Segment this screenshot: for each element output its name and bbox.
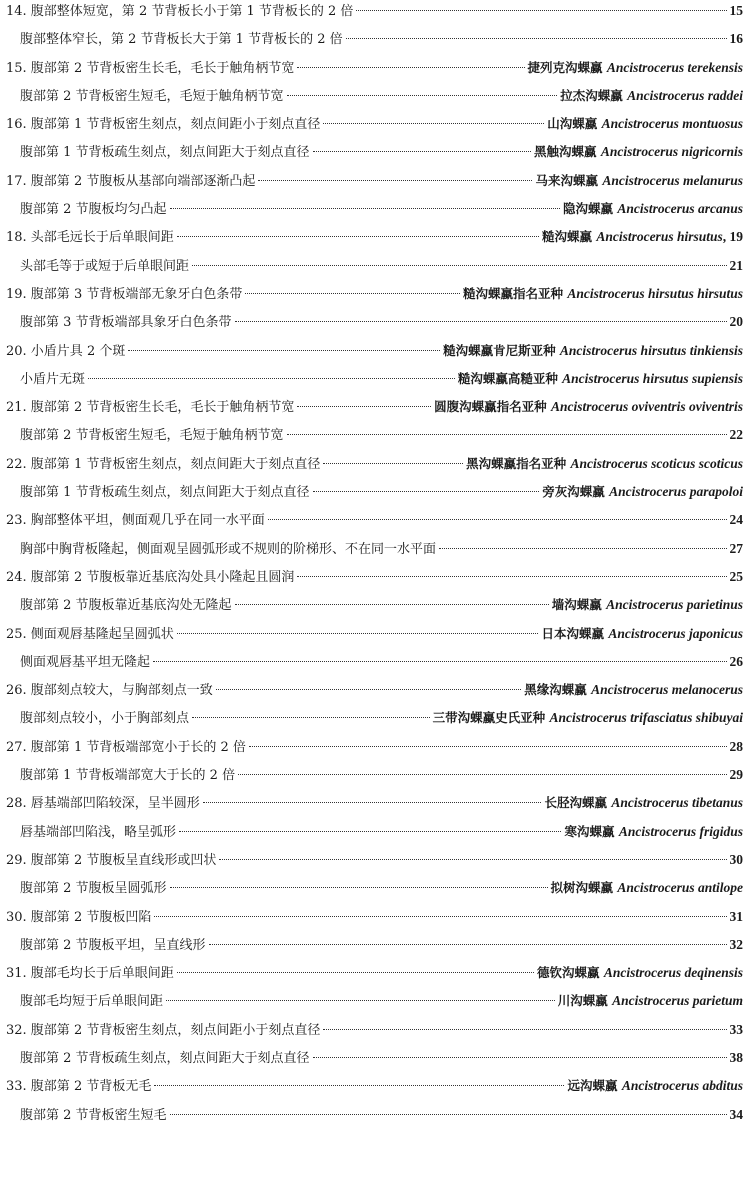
key-couplet-alternative xyxy=(6,651,743,679)
key-couplet-alternative xyxy=(6,594,743,622)
key-couplet xyxy=(6,509,743,537)
scientific-name: Ancistrocerus raddei xyxy=(627,87,743,103)
couplet-character: 16. 腹部第 1 节背板密生刻点，刻点间距小于刻点直径 xyxy=(6,117,321,133)
dot-leader xyxy=(287,95,558,96)
next-couplet-number: 30 xyxy=(729,851,743,867)
couplet-result xyxy=(564,822,743,840)
key-couplet xyxy=(6,113,743,141)
couplet-result xyxy=(535,171,743,189)
next-couplet-number: 26 xyxy=(729,653,743,669)
dot-leader xyxy=(258,180,532,181)
couplet-character: 腹部第 1 节背板疏生刻点，刻点间距大于刻点直径 xyxy=(20,485,310,501)
dot-leader xyxy=(153,661,726,662)
couplet-character: 腹部第 1 节背板疏生刻点，刻点间距大于刻点直径 xyxy=(20,145,310,161)
key-couplet-alternative xyxy=(6,821,743,849)
scientific-name: Ancistrocerus scoticus scoticus xyxy=(570,455,743,471)
key-couplet-alternative xyxy=(6,141,743,169)
couplet-character: 21. 腹部第 2 节背板密生长毛，毛长于触角柄节宽 xyxy=(6,400,295,416)
chinese-name: 黑触沟蜾蠃 xyxy=(533,144,601,160)
key-couplet-alternative xyxy=(6,368,743,396)
couplet-result xyxy=(730,3,744,19)
key-couplet xyxy=(6,0,743,28)
couplet-result xyxy=(730,767,744,783)
couplet-character: 33. 腹部第 2 节背板无毛 xyxy=(6,1079,152,1095)
couplet-character: 27. 腹部第 1 节背板端部宽小于长的 2 倍 xyxy=(6,739,246,755)
couplet-character: 腹部第 2 节腹板平坦，呈直线形 xyxy=(20,937,206,953)
key-couplet-alternative xyxy=(6,934,743,962)
couplet-result xyxy=(730,1022,744,1038)
key-couplet-alternative xyxy=(6,424,743,452)
couplet-character: 腹部第 2 节腹板呈圆弧形 xyxy=(20,881,167,897)
dot-leader xyxy=(177,972,534,973)
couplet-result xyxy=(443,341,743,359)
next-couplet-number: 31 xyxy=(729,908,743,924)
key-couplet-alternative xyxy=(6,990,743,1018)
couplet-character: 头部毛等于或短于后单眼间距 xyxy=(20,258,190,274)
key-couplet-alternative xyxy=(6,198,743,226)
couplet-result xyxy=(730,739,744,755)
dot-leader xyxy=(170,887,548,888)
chinese-name: 糙沟蜾蠃高糙亚种 xyxy=(457,370,563,386)
couplet-character: 腹部第 2 节腹板靠近基底沟处无隆起 xyxy=(20,598,232,614)
key-couplet xyxy=(6,226,743,254)
dot-leader xyxy=(297,406,431,407)
couplet-character: 14. 腹部整体短宽，第 2 节背板长小于第 1 节背板长的 2 倍 xyxy=(6,4,354,19)
key-couplet xyxy=(6,283,743,311)
couplet-character: 30. 腹部第 2 节腹板凹陷 xyxy=(6,909,152,925)
dot-leader xyxy=(313,491,540,492)
scientific-name: Ancistrocerus abditus xyxy=(621,1078,743,1094)
key-couplet-alternative xyxy=(6,877,743,905)
couplet-result xyxy=(552,595,743,613)
couplet-result xyxy=(434,397,743,415)
couplet-character: 26. 腹部刻点较大，与胸部刻点一致 xyxy=(6,683,213,699)
dot-leader xyxy=(219,859,726,860)
next-couplet-number: 25 xyxy=(729,568,743,584)
key-couplet-alternative xyxy=(6,85,743,113)
key-couplet xyxy=(6,849,743,877)
key-couplet xyxy=(6,623,743,651)
couplet-result xyxy=(563,199,743,217)
couplet-character: 腹部刻点较小，小于胸部刻点 xyxy=(20,711,190,727)
scientific-name: Ancistrocerus oviventris oviventris xyxy=(551,399,743,415)
key-couplet xyxy=(6,1019,743,1047)
scientific-name: Ancistrocerus hirsutus supiensis xyxy=(562,370,743,386)
scientific-name: Ancistrocerus frigidus xyxy=(618,823,743,839)
scientific-name: Ancistrocerus hirsutus hirsutus xyxy=(567,285,743,301)
dot-leader xyxy=(297,576,726,577)
chinese-name: 寒沟蜾蠃 xyxy=(564,823,619,839)
couplet-character: 侧面观唇基平坦无隆起 xyxy=(20,654,151,670)
couplet-result xyxy=(547,114,743,132)
next-couplet-number: 15 xyxy=(729,3,743,18)
dot-leader xyxy=(216,689,521,690)
couplet-character: 腹部第 2 节背板密生短毛，毛短于触角柄节宽 xyxy=(20,428,284,444)
dot-leader xyxy=(249,746,727,747)
dot-leader xyxy=(346,38,727,39)
couplet-result xyxy=(730,852,744,868)
key-couplet xyxy=(6,566,743,594)
key-couplet xyxy=(6,396,743,424)
key-couplet-alternative xyxy=(6,707,743,735)
couplet-result xyxy=(463,284,743,302)
couplet-result xyxy=(730,1107,744,1123)
chinese-name: 捷列克沟蜾蠃 xyxy=(527,59,607,75)
key-couplet xyxy=(6,679,743,707)
next-couplet-number: 27 xyxy=(729,540,743,556)
dot-leader xyxy=(323,123,544,124)
key-couplet xyxy=(6,57,743,85)
couplet-character: 23. 胸部整体平坦，侧面观几乎在同一水平面 xyxy=(6,513,265,529)
dot-leader xyxy=(128,350,440,351)
couplet-result xyxy=(730,1050,744,1066)
key-couplet xyxy=(6,1075,743,1103)
couplet-character: 29. 腹部第 2 节腹板呈直线形或凹状 xyxy=(6,852,217,868)
dot-leader xyxy=(313,1057,727,1058)
chinese-name: 糙沟蜾蠃肯尼斯亚种 xyxy=(443,342,560,358)
key-couplet-alternative xyxy=(6,28,743,56)
chinese-name: 马来沟蜾蠃 xyxy=(535,172,603,188)
chinese-name: 圆腹沟蜾蠃指名亚种 xyxy=(434,399,551,415)
dot-leader xyxy=(297,67,524,68)
couplet-character: 25. 侧面观唇基隆起呈圆弧状 xyxy=(6,626,174,642)
couplet-character: 腹部第 2 节背板密生短毛，毛短于触角柄节宽 xyxy=(20,88,284,104)
scientific-name: Ancistrocerus arcanus xyxy=(617,201,743,217)
key-couplet xyxy=(6,962,743,990)
scientific-name: Ancistrocerus parietum xyxy=(612,993,743,1009)
couplet-character: 24. 腹部第 2 节腹板靠近基底沟处具小隆起且圆润 xyxy=(6,569,295,585)
couplet-result xyxy=(541,624,743,642)
couplet-character: 17. 腹部第 2 节腹板从基部向端部逐渐凸起 xyxy=(6,173,256,189)
couplet-result xyxy=(730,654,744,670)
couplet-character: 腹部第 3 节背板端部具象牙白色条带 xyxy=(20,315,232,331)
chinese-name: 山沟蜾蠃 xyxy=(547,116,602,132)
couplet-result xyxy=(730,937,744,953)
chinese-name: 日本沟蜾蠃 xyxy=(541,625,609,641)
chinese-name: 远沟蜾蠃 xyxy=(567,1078,622,1094)
couplet-character: 20. 小盾片具 2 个斑 xyxy=(6,343,126,359)
scientific-name: Ancistrocerus trifasciatus shibuyai xyxy=(549,710,743,726)
chinese-name: 黑缘沟蜾蠃 xyxy=(524,682,592,698)
dot-leader xyxy=(192,717,430,718)
chinese-name: 墙沟蜾蠃 xyxy=(551,597,607,613)
couplet-result xyxy=(730,569,744,585)
couplet-character: 小盾片无斑 xyxy=(20,371,86,387)
dot-leader xyxy=(154,916,726,917)
key-couplet xyxy=(6,340,743,368)
couplet-result xyxy=(730,31,744,47)
next-couplet-number: 33 xyxy=(729,1021,743,1037)
next-couplet-number: 24 xyxy=(729,512,743,528)
dot-leader xyxy=(323,463,463,464)
next-couplet-number: , 19 xyxy=(722,229,743,245)
dot-leader xyxy=(323,1029,726,1030)
dot-leader xyxy=(209,944,727,945)
next-couplet-number: 28 xyxy=(729,738,743,754)
dot-leader xyxy=(170,208,560,209)
chinese-name: 川沟蜾蠃 xyxy=(557,993,613,1009)
next-couplet-number: 16 xyxy=(729,31,743,47)
key-couplet-alternative xyxy=(6,1104,743,1132)
couplet-result xyxy=(730,258,744,274)
dot-leader xyxy=(177,633,539,634)
couplet-result xyxy=(433,708,743,726)
key-couplet xyxy=(6,906,743,934)
dot-leader xyxy=(170,1114,727,1115)
dot-leader xyxy=(166,1000,555,1001)
couplet-result xyxy=(528,58,744,76)
couplet-character: 28. 唇基端部凹陷较深，呈半圆形 xyxy=(6,796,200,812)
chinese-name: 长胫沟蜾蠃 xyxy=(544,795,612,811)
dot-leader xyxy=(439,548,726,549)
couplet-character: 腹部第 2 节腹板均匀凸起 xyxy=(20,202,167,218)
couplet-character: 腹部毛均短于后单眼间距 xyxy=(20,994,164,1010)
couplet-character: 腹部整体窄长，第 2 节背板长大于第 1 节背板长的 2 倍 xyxy=(20,32,343,48)
chinese-name: 旁灰沟蜾蠃 xyxy=(542,484,610,500)
chinese-name: 三带沟蜾蠃史氏亚种 xyxy=(432,710,550,726)
couplet-result xyxy=(537,963,743,981)
dot-leader xyxy=(245,293,460,294)
couplet-result xyxy=(730,427,744,443)
chinese-name: 糙沟蜾蠃 xyxy=(541,229,597,245)
couplet-result xyxy=(730,512,744,528)
couplet-result xyxy=(458,369,743,387)
couplet-result xyxy=(542,227,743,245)
chinese-name: 隐沟蜾蠃 xyxy=(562,201,618,217)
scientific-name: Ancistrocerus terekensis xyxy=(606,59,743,75)
couplet-character: 腹部第 2 节背板疏生刻点，刻点间距大于刻点直径 xyxy=(20,1050,310,1066)
couplet-result xyxy=(542,482,743,500)
dot-leader xyxy=(154,1085,564,1086)
key-couplet-alternative xyxy=(6,481,743,509)
couplet-character: 19. 腹部第 3 节背板端部无象牙白色条带 xyxy=(6,286,243,302)
chinese-name: 糙沟蜾蠃指名亚种 xyxy=(463,285,568,301)
couplet-result xyxy=(551,878,744,896)
couplet-character: 22. 腹部第 1 节背板密生刻点，刻点间距大于刻点直径 xyxy=(6,456,321,472)
couplet-character: 腹部第 2 节背板密生短毛 xyxy=(20,1107,167,1123)
key-couplet-alternative xyxy=(6,764,743,792)
couplet-character: 腹部第 1 节背板端部宽大于长的 2 倍 xyxy=(20,768,236,784)
couplet-character: 15. 腹部第 2 节背板密生长毛，毛长于触角柄节宽 xyxy=(6,60,295,76)
scientific-name: Ancistrocerus hirsutus tinkiensis xyxy=(559,342,743,358)
couplet-result xyxy=(466,454,743,472)
couplet-character: 32. 腹部第 2 节背板密生刻点，刻点间距小于刻点直径 xyxy=(6,1022,321,1038)
key-couplet-alternative xyxy=(6,311,743,339)
couplet-result xyxy=(730,314,744,330)
scientific-name: Ancistrocerus parapoloi xyxy=(609,484,743,500)
scientific-name: Ancistrocerus antilope xyxy=(617,880,743,896)
chinese-name: 拟树沟蜾蠃 xyxy=(550,880,618,896)
couplet-result xyxy=(560,86,743,104)
scientific-name: Ancistrocerus parietinus xyxy=(606,597,743,613)
scientific-name: Ancistrocerus hirsutus xyxy=(596,229,723,245)
couplet-result xyxy=(730,909,744,925)
dot-leader xyxy=(313,151,531,152)
key-couplet xyxy=(6,453,743,481)
couplet-character: 18. 头部毛远长于后单眼间距 xyxy=(6,230,174,246)
scientific-name: Ancistrocerus tibetanus xyxy=(611,795,743,811)
dot-leader xyxy=(287,434,727,435)
scientific-name: Ancistrocerus japonicus xyxy=(608,625,743,641)
key-couplet xyxy=(6,792,743,820)
scientific-name: Ancistrocerus deqinensis xyxy=(603,965,743,981)
key-couplet xyxy=(6,170,743,198)
key-couplet xyxy=(6,736,743,764)
key-couplet-alternative xyxy=(6,255,743,283)
couplet-result xyxy=(544,793,743,811)
dot-leader xyxy=(192,265,726,266)
scientific-name: Ancistrocerus montuosus xyxy=(601,116,743,132)
chinese-name: 拉杰沟蜾蠃 xyxy=(560,87,628,103)
chinese-name: 黑沟蜾蠃指名亚种 xyxy=(466,455,571,471)
dot-leader xyxy=(203,802,542,803)
dot-leader xyxy=(235,604,549,605)
next-couplet-number: 22 xyxy=(729,427,743,443)
dot-leader xyxy=(238,774,726,775)
scientific-name: Ancistrocerus melanurus xyxy=(602,172,743,188)
couplet-character: 唇基端部凹陷浅，略呈弧形 xyxy=(20,824,177,840)
key-couplet-alternative xyxy=(6,538,743,566)
dot-leader xyxy=(88,378,455,379)
couplet-character: 胸部中胸背板隆起，侧面观呈圆弧形或不规则的阶梯形、不在同一水平面 xyxy=(20,541,437,557)
next-couplet-number: 38 xyxy=(729,1049,743,1065)
next-couplet-number: 21 xyxy=(729,257,743,273)
scientific-name: Ancistrocerus melanocerus xyxy=(591,682,743,698)
dot-leader xyxy=(177,236,539,237)
next-couplet-number: 20 xyxy=(729,314,743,330)
next-couplet-number: 32 xyxy=(729,936,743,952)
chinese-name: 德钦沟蜾蠃 xyxy=(536,965,604,981)
dot-leader xyxy=(235,321,727,322)
next-couplet-number: 29 xyxy=(729,767,743,783)
dot-leader xyxy=(356,10,726,11)
couplet-result xyxy=(524,680,743,698)
key-couplet-alternative xyxy=(6,1047,743,1075)
couplet-character: 31. 腹部毛均长于后单眼间距 xyxy=(6,966,174,982)
scientific-name: Ancistrocerus nigricornis xyxy=(600,144,743,160)
next-couplet-number: 34 xyxy=(729,1106,743,1122)
couplet-result xyxy=(567,1076,743,1094)
dot-leader xyxy=(268,519,727,520)
couplet-result xyxy=(558,991,743,1009)
couplet-result xyxy=(534,142,743,160)
couplet-result xyxy=(730,541,744,557)
dot-leader xyxy=(179,831,561,832)
